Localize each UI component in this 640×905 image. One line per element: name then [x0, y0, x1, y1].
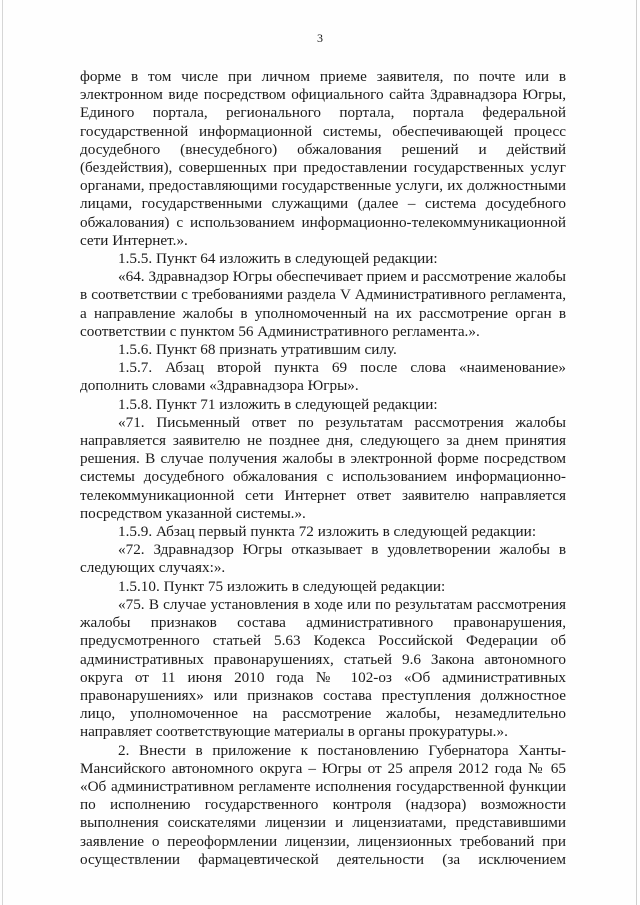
paragraph-quote-72: «72. Здравнадзор Югры отказывает в удовлетворении жалобы в следующих случаях:». — [80, 541, 566, 577]
paragraph-1-5-8: 1.5.8. Пункт 71 изложить в следующей редакции: — [118, 395, 438, 413]
paragraph-quote-64: «64. Здравнадзор Югры обеспечивает прием и рассмотрение жалобы в соответствии с требованиями раздела V Административного регламента, а направление жалобы в уполномоченный на их рассмотрение орган в соответствии с пунктом 56 Административного регламента.». — [80, 268, 566, 340]
paragraph-1-5-5: 1.5.5. Пункт 64 изложить в следующей редакции: — [118, 250, 438, 268]
page-number: 3 — [317, 31, 323, 45]
scan-edge-right — [636, 0, 637, 905]
paragraph-1-5-6: 1.5.6. Пункт 68 признать утратившим силу. — [118, 341, 397, 359]
document-body — [80, 68, 566, 869]
paragraph-quote-75: «75. В случае установления в ходе или по результатам рассмотрения жалобы признаков состава административного правонарушения, предусмотренного статьей 5.63 Кодекса Российской Федерации об административных правонарушениях, статьей 9.6 Закона автономного округа от 11 июня 2010 года № 102-оз «Об административных правонарушениях» или признаков состава преступления должностное лицо, уполномоченное на рассмотрение жалобы, незамедлительно направляет соответствующие материалы в органы прокуратуры.». — [80, 595, 566, 741]
scan-edge-left — [2, 0, 3, 905]
paragraph-2: 2. Внести в приложение к постановлению Губернатора Ханты-Мансийского автономного округа – Югры от 25 апреля 2012 года № 65 «Об административном регламенте исполнения государственной функции по исполнению государственного контроля (надзора) возможности выполнения соискателями лицензии и лицензиатами, представившими заявление о переоформлении лицензии, лицензионных требований при осуществлении фармацевтической деятельности (за исключением — [80, 741, 566, 868]
paragraph-1-5-10: 1.5.10. Пункт 75 изложить в следующей редакции: — [118, 577, 446, 595]
paragraph-continuation: форме в том числе при личном приеме заявителя, по почте или в электронном виде посредством официального сайта Здравнадзора Югры, Единого портала, регионального портала, портала федеральной государственной информационной системы, обеспечивающей процесс досудебного (внесудебного) обжалования решений и действий (бездействия), совершенных при предоставлении государственных услуг органами, предоставляющими государственные услуги, их должностными лицами, государственными служащими (далее – система досудебного обжалования) с использованием информационно-телекоммуникационной сети Интернет.». — [80, 68, 566, 249]
paragraph-1-5-9: 1.5.9. Абзац первый пункта 72 изложить в следующей редакции: — [118, 523, 537, 541]
paragraph-quote-71: «71. Письменный ответ по результатам рассмотрения жалобы направляется заявителю не позднее дня, следующего за днем принятия решения. В случае получения жалобы в электронной форме посредством системы досудебного обжалования с использованием информационно-телекоммуникационной сети Интернет ответ заявителю направляется посредством указанной системы.». — [80, 413, 566, 522]
paragraph-1-5-7: 1.5.7. Абзац второй пункта 69 после слова «наименование» дополнить словами «Здравнадзора Югры». — [80, 359, 566, 395]
